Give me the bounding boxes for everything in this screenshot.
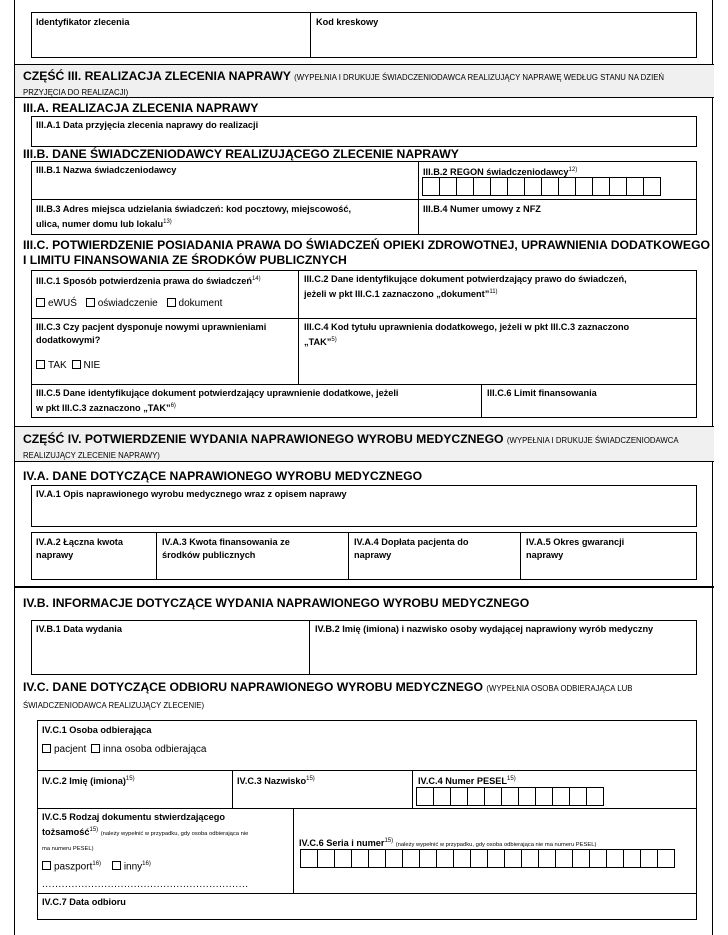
page-frame (14, 0, 713, 935)
field-3c1-label: III.C.1 Sposób potwierdzenia prawa do świadczeń$^{14)}$ (36, 276, 261, 287)
field-3b2-label: III.B.2 REGON świadczeniodawcy$^{12)}$ (423, 167, 578, 178)
part3-title: CZĘŚĆ III. REALIZACJA ZLECENIA NAPRAWY (23, 69, 291, 83)
field-4a5-label: IV.A.5 Okres gwarancji naprawy (526, 537, 625, 560)
section-4c-title: IV.C. DANE DOTYCZĄCE ODBIORU NAPRAWIONEGO WYROBU MEDYCZNEGO (23, 680, 483, 694)
field-4c2-label: IV.C.2 Imię (imiona)$^{15)}$ (42, 776, 135, 787)
field-3c1-options: eWUŚ oświadczenie dokument (36, 298, 222, 309)
field-4c4-label: IV.C.4 Numer PESEL$^{15)}$ (418, 776, 516, 787)
field-3a1-label: III.A.1 Data przyjęcia zlecenia naprawy do realizacji (36, 120, 259, 130)
field-4c7-label: IV.C.7 Data odbioru (42, 897, 126, 907)
section-3b-title: III.B. DANE ŚWIADCZENIODAWCY REALIZUJĄCEGO ZLECENIE NAPRAWY (23, 147, 459, 161)
field-4a1-label: IV.A.1 Opis naprawionego wyrobu medycznego wraz z opisem naprawy (36, 489, 347, 499)
part3-header (15, 64, 714, 98)
field-3c2-label: III.C.2 Dane identyfikujące dokument potwierdzający prawo do świadczeń, jeżeli w pkt III.C.1 zaznaczono „dokument”$^{11)}$ (304, 274, 627, 300)
checkbox-pacjent[interactable] (42, 744, 51, 753)
part4-note2: REALIZUJĄCY ZLECENIE NAPRAWY) (23, 451, 160, 460)
field-4b2-label: IV.B.2 Imię (imiona) i nazwisko osoby wydającej naprawiony wyrób medyczny (315, 624, 654, 634)
checkbox-nie[interactable] (72, 360, 81, 369)
field-3c3-label: III.C.3 Czy pacjent dysponuje nowymi uprawnieniami dodatkowymi? (36, 322, 267, 345)
field-3c4-label: III.C.4 Kod tytułu uprawnienia dodatkowego, jeżeli w pkt III.C.3 zaznaczono „TAK”$^{5)}$ (304, 322, 630, 348)
section-4b-title: IV.B. INFORMACJE DOTYCZĄCE WYDANIA NAPRAWIONEGO WYROBU MEDYCZNEGO (23, 596, 530, 610)
field-4c1-label: IV.C.1 Osoba odbierająca (42, 725, 152, 735)
checkbox-dokument[interactable] (167, 298, 176, 307)
pesel-cells[interactable] (416, 787, 603, 806)
part4-header (15, 426, 714, 462)
section-3c-title: III.C. POTWIERDZENIE POSIADANIA PRAWA DO ŚWIADCZEŃ OPIEKI ZDROWOTNEJ, UPRAWNIENIA DODATKOWEGO I LIMITU FINANSOWANIA ZE ŚRODKÓW PUBLICZNYCH (23, 238, 711, 267)
field-3c5-label: III.C.5 Dane identyfikujące dokument potwierdzający uprawnienie dodatkowe, jeżeli w pkt III.C.3 zaznaczono „TAK”$^{6)}$ (36, 388, 399, 414)
field-3c6-label: III.C.6 Limit finansowania (487, 388, 597, 398)
field-4c1-options: pacjent inna osoba odbierająca (42, 744, 206, 755)
field-3b4-label: III.B.4 Numer umowy z NFZ (423, 204, 541, 214)
field-4c5-label: IV.C.5 Rodzaj dokumentu stwierdzającego tożsamość$^{15)}$ (należy wypełnić w przypadku, gdy osoba odbierająca nie ma numeru PESEL) (42, 812, 249, 853)
field-3b1-label: III.B.1 Nazwa świadczeniodawcy (36, 165, 177, 175)
part4-title: CZĘŚĆ IV. POTWIERDZENIE WYDANIA NAPRAWIONEGO WYROBU MEDYCZNEGO (23, 432, 504, 446)
checkbox-tak[interactable] (36, 360, 45, 369)
part4-note: (WYPEŁNIA I DRUKUJE ŚWIADCZENIODAWCA (506, 436, 679, 445)
field-4b1-label: IV.B.1 Data wydania (36, 624, 122, 634)
checkbox-ewus[interactable] (36, 298, 45, 307)
section-3b-box (31, 161, 697, 235)
part3-note: (WYPEŁNIA I DRUKUJE ŚWIADCZENIODAWCA REALIZUJĄCY NAPRAWĘ WEDŁUG STANU NA DZIEŃ (294, 73, 665, 82)
order-id-label: Identyfikator zlecenia (36, 17, 130, 27)
section-4c-note: (WYPEŁNIA OSOBA ODBIERAJĄCA LUB (486, 684, 633, 693)
field-4a1[interactable] (31, 485, 697, 527)
field-4c6-label: IV.C.6 Seria i numer$^{15)}$ (należy wypełnić w przypadku, gdy osoba odbierająca nie ma numeru PESEL) (299, 838, 597, 849)
field-4c3-label: IV.C.3 Nazwisko$^{15)}$ (237, 776, 315, 787)
field-4c5-options: paszport$^{16)}$ inny$^{16)}$ (42, 861, 151, 872)
section-4a-amounts (31, 532, 697, 580)
document-number-cells[interactable] (300, 849, 674, 868)
section-4c-box (37, 720, 697, 920)
section-4c-note2: ŚWIADCZENIODAWCA REALIZUJĄCY ZLECENIE) (23, 701, 205, 710)
regon-cells[interactable] (422, 177, 660, 196)
field-3a1[interactable] (31, 116, 697, 147)
field-4c5-other-line[interactable]: ............................................................... (42, 879, 249, 890)
section-3a-title: III.A. REALIZACJA ZLECENIA NAPRAWY (23, 101, 259, 115)
field-3c3-options: TAK NIE (36, 360, 100, 371)
field-3b3-label: III.B.3 Adres miejsca udzielania świadczeń: kod pocztowy, miejscowość, ulica, numer domu lub lokalu$^{13)}$ (36, 204, 352, 230)
checkbox-paszport[interactable] (42, 861, 51, 870)
section-3c-box (31, 270, 697, 418)
barcode-label: Kod kreskowy (316, 17, 379, 27)
top-box (31, 12, 697, 58)
checkbox-oswiadczenie[interactable] (86, 298, 95, 307)
part3-note2: PRZYJĘCIA DO REALIZACJI) (23, 88, 129, 97)
checkbox-inny[interactable] (112, 861, 121, 870)
field-4a3-label: IV.A.3 Kwota finansowania ze środków publicznych (162, 537, 290, 560)
checkbox-inna-osoba[interactable] (91, 744, 100, 753)
field-4a4-label: IV.A.4 Dopłata pacjenta do naprawy (354, 537, 469, 560)
section-4a-title: IV.A. DANE DOTYCZĄCE NAPRAWIONEGO WYROBU MEDYCZNEGO (23, 469, 423, 483)
section-4b-box (31, 620, 697, 675)
field-4a2-label: IV.A.2 Łączna kwota naprawy (36, 537, 123, 560)
